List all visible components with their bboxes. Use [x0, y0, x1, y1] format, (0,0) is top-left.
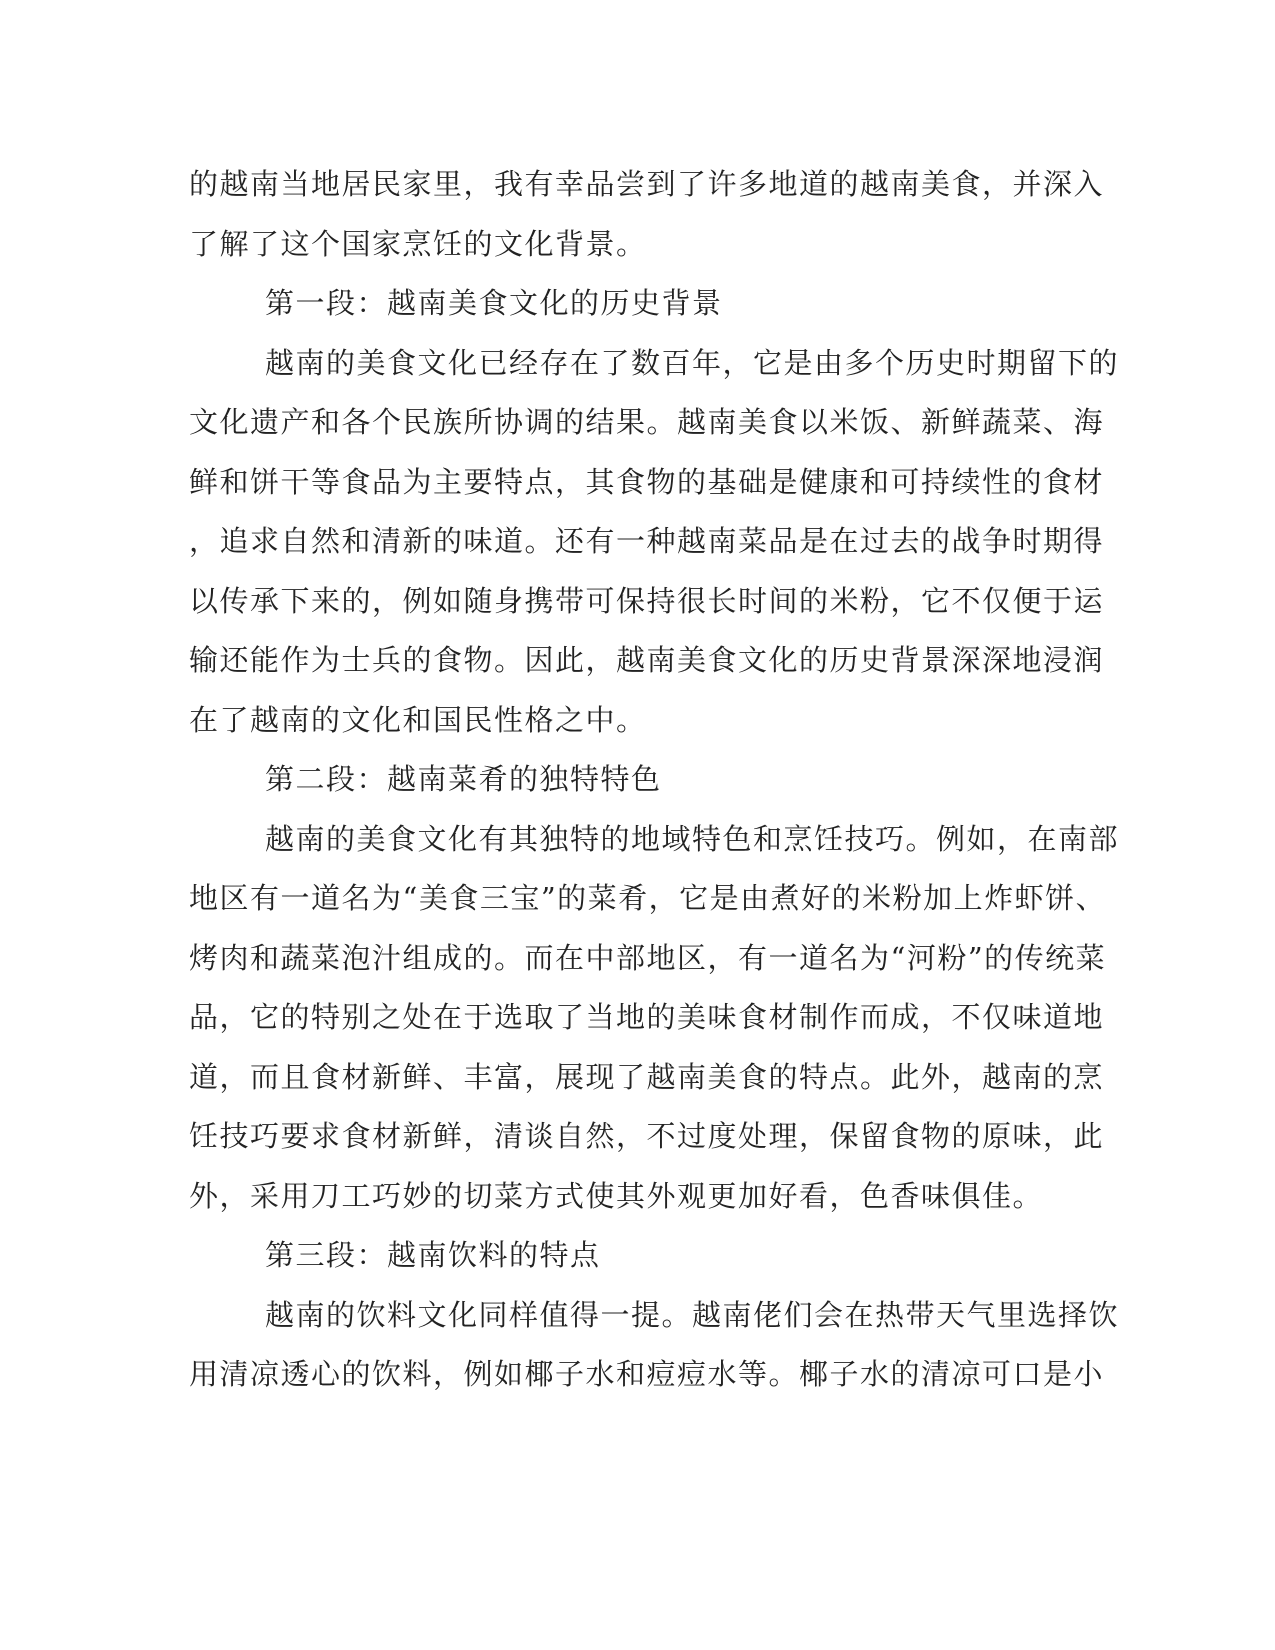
section-heading: 第二段：越南菜肴的独特特色 [265, 762, 662, 796]
text-line: 鲜和饼干等食品为主要特点，其食物的基础是健康和可持续性的食材 [189, 464, 1105, 499]
text-line: ，追求自然和清新的味道。还有一种越南菜品是在过去的战争时期得 [189, 524, 1105, 558]
text-line: 越南的美食文化已经存在了数百年，它是由多个历史时期留下的 [265, 345, 1120, 380]
text-line: 越南的饮料文化同样值得一提。越南佬们会在热带天气里选择饮 [265, 1297, 1120, 1332]
text-line: 饪技巧要求食材新鲜，清谈自然，不过度处理，保留食物的原味，此 [189, 1119, 1105, 1153]
text-line: 外，采用刀工巧妙的切菜方式使其外观更加好看，色香味俱佳。 [189, 1178, 1044, 1213]
text-line: 品，它的特别之处在于选取了当地的美味食材制作而成，不仅味道地 [189, 1000, 1105, 1034]
text-line: 了解了这个国家烹饪的文化背景。 [189, 226, 647, 261]
text-line: 文化遗产和各个民族所协调的结果。越南美食以米饭、新鲜蔬菜、海 [189, 405, 1105, 439]
text-line: 道，而且食材新鲜、丰富，展现了越南美食的特点。此外，越南的烹 [189, 1059, 1105, 1094]
document-body [189, 155, 1120, 1405]
section-heading: 第一段：越南美食文化的历史背景 [265, 286, 723, 320]
section-heading: 第三段：越南饮料的特点 [265, 1238, 601, 1272]
text-line: 地区有一道名为“美食三宝”的菜肴，它是由煮好的米粉加上炸虾饼、 [189, 881, 1107, 915]
text-line: 的越南当地居民家里，我有幸品尝到了许多地道的越南美食，并深入 [189, 167, 1105, 201]
text-line: 用清凉透心的饮料，例如椰子水和痘痘水等。椰子水的清凉可口是小 [189, 1357, 1105, 1391]
text-line: 烤肉和蔬菜泡汁组成的。而在中部地区，有一道名为“河粉”的传统菜 [189, 940, 1107, 975]
text-line: 在了越南的文化和国民性格之中。 [189, 702, 647, 737]
text-line: 越南的美食文化有其独特的地域特色和烹饪技巧。例如，在南部 [265, 821, 1120, 856]
text-line: 输还能作为士兵的食物。因此，越南美食文化的历史背景深深地浸润 [189, 643, 1105, 677]
text-line: 以传承下来的，例如随身携带可保持很长时间的米粉，它不仅便于运 [189, 583, 1105, 618]
